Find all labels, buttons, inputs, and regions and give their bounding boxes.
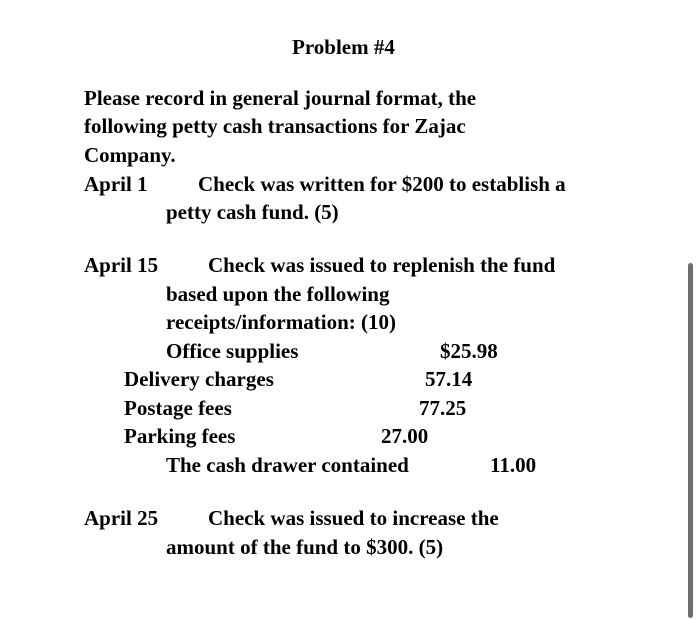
page-title: Problem #4 [292, 35, 395, 59]
april25-text-2: amount of the fund to $300. (5) [166, 535, 444, 559]
april15-date: April 15 [84, 253, 159, 277]
april15-text-1: Check was issued to replenish the fund [208, 253, 556, 277]
intro-line-3: Company. [84, 143, 176, 167]
april15-text-2: based upon the following [166, 282, 390, 306]
receipt-parking-fees-amount: 27.00 [381, 424, 429, 448]
april25-text-1: Check was issued to increase the [208, 506, 499, 530]
vertical-scrollbar[interactable] [688, 263, 693, 618]
receipt-parking-fees-label: Parking fees [124, 424, 236, 448]
april1-date: April 1 [84, 172, 148, 196]
intro-line-2: following petty cash transactions for Zajac [84, 114, 466, 138]
receipt-delivery-charges-amount: 57.14 [425, 367, 473, 391]
intro-line-1: Please record in general journal format, the [84, 86, 477, 110]
receipt-delivery-charges-label: Delivery charges [124, 367, 274, 391]
april15-text-3: receipts/information: (10) [166, 310, 396, 334]
april1-text-1: Check was written for $200 to establish a [198, 172, 566, 196]
cash-drawer-label: The cash drawer contained [166, 453, 409, 477]
receipt-office-supplies-label: Office supplies [166, 339, 299, 363]
receipt-postage-fees-amount: 77.25 [419, 396, 467, 420]
april1-text-2: petty cash fund. (5) [166, 200, 339, 224]
cash-drawer-amount: 11.00 [490, 453, 537, 477]
receipt-postage-fees-label: Postage fees [124, 396, 232, 420]
receipt-office-supplies-amount: $25.98 [440, 339, 498, 363]
april25-date: April 25 [84, 506, 159, 530]
